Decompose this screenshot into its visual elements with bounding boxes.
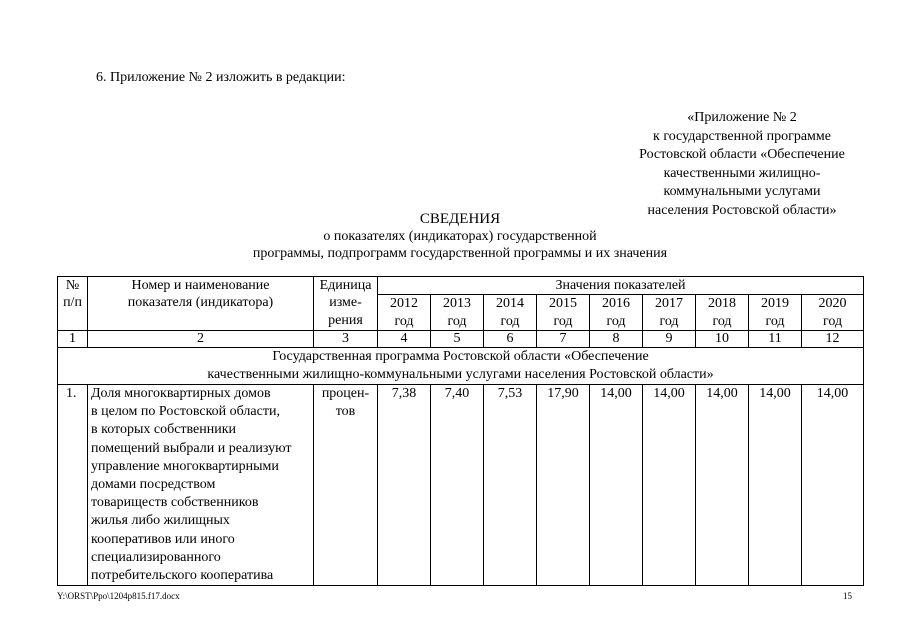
year-cell	[378, 295, 431, 331]
column-number-cell: 3	[314, 330, 378, 347]
column-number-cell: 6	[484, 330, 537, 347]
table-header-row	[58, 277, 864, 295]
footer-file-path: Y:\ORST\Ppo\1204p815.f17.docx	[57, 591, 180, 601]
header-text: Единица	[319, 278, 372, 293]
header-unit-cell	[314, 277, 378, 331]
value-cell: 17,90	[537, 384, 590, 585]
year-cell	[590, 295, 643, 331]
year-label: 2017	[655, 296, 683, 312]
document-title: СВЕДЕНИЯ	[419, 211, 501, 227]
year-label: 2013	[443, 296, 471, 312]
appendix-line: Ростовской области «Обеспечение	[639, 147, 845, 162]
year-label: 2015	[549, 296, 577, 312]
column-number-cell: 7	[537, 330, 590, 347]
document-subtitle-line: о показателях (индикаторах) государственной	[323, 229, 597, 244]
document-heading	[160, 210, 760, 262]
value-cell: 14,00	[696, 384, 749, 585]
row-name-line: домами посредством	[91, 476, 216, 492]
row-index-cell: 1.	[58, 384, 88, 585]
row-unit-line: процен-	[321, 385, 370, 401]
year-label: 2016	[602, 296, 630, 312]
appendix-line: коммунальными услугами	[663, 184, 821, 199]
column-number-cell: 11	[749, 330, 802, 347]
appendix-line: «Приложение № 2	[687, 110, 797, 125]
column-number-cell: 2	[88, 330, 314, 347]
year-label: 2014	[496, 296, 524, 312]
column-number-cell: 1	[58, 330, 88, 347]
row-name-line: Доля многоквартирных домов	[91, 385, 271, 401]
indicators-table	[57, 276, 864, 586]
row-name-line: в целом по Ростовской области,	[91, 404, 280, 420]
year-word: год	[659, 313, 679, 329]
year-cell	[537, 295, 590, 331]
row-name-line: управление многоквартирными	[91, 458, 279, 474]
appendix-line: качественными жилищно-	[663, 165, 821, 181]
row-name-line: товариществ собственников	[91, 495, 259, 511]
column-number-cell: 8	[590, 330, 643, 347]
year-label: 2019	[761, 296, 789, 312]
year-label: 2012	[390, 296, 418, 312]
program-title-line: Государственная программа Ростовской области «Обеспечение	[272, 348, 649, 364]
column-numbers-row	[58, 330, 864, 347]
year-cell	[431, 295, 484, 331]
program-title-line: качественными жилищно-коммунальными услугами населения Ростовской области»	[207, 366, 714, 382]
footer-page-number: 15	[843, 591, 852, 601]
appendix-header	[600, 109, 884, 220]
row-name-line: потребительского кооператива	[91, 567, 274, 583]
year-cell	[696, 295, 749, 331]
row-name-line: жилья либо жилищных	[91, 513, 230, 529]
table-row	[58, 384, 864, 585]
year-label: 2020	[818, 296, 847, 312]
year-cell	[484, 295, 537, 331]
column-number-cell: 10	[696, 330, 749, 347]
value-cell: 14,00	[749, 384, 802, 585]
column-number-cell: 12	[802, 330, 864, 347]
year-cell	[802, 295, 864, 331]
appendix-line: населения Ростовской области»	[647, 202, 837, 218]
row-name-line: помещений выбрали и реализуют	[91, 440, 292, 456]
column-number-cell: 9	[643, 330, 696, 347]
row-unit-cell	[314, 384, 378, 585]
value-cell: 14,00	[643, 384, 696, 585]
year-word: год	[394, 313, 414, 329]
year-word: год	[765, 313, 785, 329]
header-text: №	[65, 278, 80, 293]
year-word: год	[712, 313, 732, 329]
header-values-cell: Значения показателей	[378, 277, 864, 295]
program-title-row	[58, 347, 864, 384]
value-cell: 14,00	[590, 384, 643, 585]
row-name-line: специализированного	[91, 549, 221, 565]
program-title-cell	[58, 347, 864, 384]
appendix-line: к государственной программе	[653, 128, 831, 144]
document-subtitle-line: программы, подпрограмм государственной программы и их значения	[252, 246, 668, 261]
year-word: год	[553, 313, 573, 329]
value-cell: 7,38	[378, 384, 431, 585]
year-label: 2018	[708, 296, 736, 312]
row-name-line: в которых собственники	[91, 422, 237, 438]
year-cell	[643, 295, 696, 331]
header-text: показателя (индикатора)	[127, 295, 274, 311]
year-word: год	[500, 313, 520, 329]
header-text: Номер и наименование	[131, 278, 270, 293]
row-unit-line: тов	[335, 404, 356, 420]
column-number-cell: 5	[431, 330, 484, 347]
header-text: рения	[328, 312, 363, 328]
intro-text: 6. Приложение № 2 изложить в редакции:	[96, 70, 346, 85]
row-name-cell	[88, 384, 314, 585]
year-word: год	[822, 313, 843, 329]
year-cell	[749, 295, 802, 331]
column-number-cell: 4	[378, 330, 431, 347]
header-text: изме-	[329, 295, 362, 311]
header-no-cell	[58, 277, 88, 331]
value-cell: 14,00	[802, 384, 864, 585]
value-cell: 7,40	[431, 384, 484, 585]
year-word: год	[606, 313, 626, 329]
row-name-line: кооперативов или иного	[91, 531, 235, 547]
year-word: год	[447, 313, 467, 329]
header-name-cell	[88, 277, 314, 331]
value-cell: 7,53	[484, 384, 537, 585]
header-text: п/п	[63, 295, 82, 311]
